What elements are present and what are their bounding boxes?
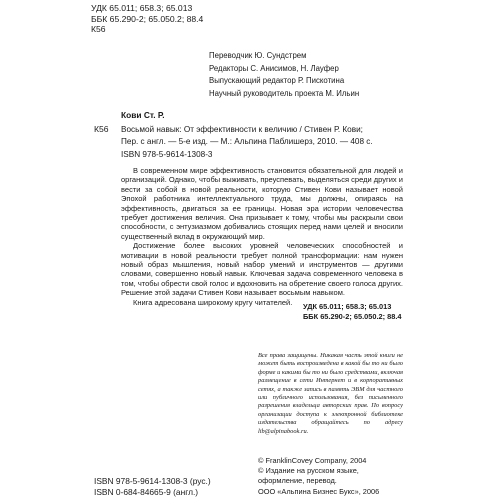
bbk-code: ББК 65.290-2; 65.050.2; 88.4 <box>303 312 402 322</box>
classification-codes-top <box>91 3 203 35</box>
rights-notice <box>258 352 403 436</box>
udc-code: УДК 65.011; 658.3; 65.013 <box>303 302 392 311</box>
editors-line: Редакторы С. Анисимов, Н. Лауфер <box>209 63 339 73</box>
abstract-paragraph: В современном мире эффективность становится обязательной для людей и организаций. Однако, чтобы выживать, преуспевать, выделяться среди других и вести за собой в новой реальности, которую Стивен Кови называет новой Эпохой работника интеллектуального труда, мы должны, опираясь на эффективность, двигаться за ее границы. Новая эра истории человечества требует достижения величия. Она призывает к тому, чтобы мы раскрыли свои способности, с энтузиазмом добивались стоящих перед нами целей и вносили существенный вклад в окружающий мир. <box>121 166 403 241</box>
copyright-line: © FranklinCovey Company, 2004 <box>258 456 367 465</box>
classification-codes-bottom <box>303 302 402 323</box>
managing-editor-line: Выпускающий редактор Р. Пискотина <box>209 76 345 86</box>
project-lead-line: Научный руководитель проекта М. Ильин <box>209 88 360 98</box>
credits-block <box>209 50 359 100</box>
bibliographic-description <box>121 124 373 148</box>
copyright-line: оформление, перевод. <box>258 476 337 486</box>
bibliographic-code: К56 <box>94 124 109 134</box>
bibliographic-author: Кови Ст. Р. <box>121 110 165 120</box>
bibliographic-isbn: ISBN 978-5-9614-1308-3 <box>121 150 213 159</box>
title-line: Восьмой навык: От эффективности к величию / Стивен Р. Кови; <box>121 125 363 134</box>
bbk-code: ББК 65.290-2; 65.050.2; 88.4 <box>91 13 204 24</box>
abstract-paragraph: Достижение более высоких уровней человеческих способностей и мотивации в новой реальности требует полной трансформации: нам нужен новый образ мышления, новый набор умений и инструментов — другими словами, совершенно новый навык. Ключевая задача современного человека в том, чтобы обрести свой голос и вдохновить на обретение своего голоса других. Решение этой задачи Стивен Кови называет восьмым навыком. <box>121 241 403 298</box>
copyright-block <box>258 456 379 497</box>
translator-line: Переводчик Ю. Сундстрем <box>209 51 307 60</box>
udc-code: УДК 65.011; 658.3; 65.013 <box>91 3 193 13</box>
abstract <box>121 166 403 307</box>
copyright-line: © Издание на русском языке, <box>258 466 359 476</box>
publication-line: Пер. с англ. — 5-е изд. — М.: Альпина Паблишерз, 2010. — 408 с. <box>121 137 373 146</box>
rights-text: Все права защищены. Никакая часть этой книги не может быть воспроизведена в какой бы то ни было форме и какими бы то ни было средствами, включая размещение в сети Интернет и в корпоративных сетях, а также запись в память ЭВМ для частного или публичного использования, без письменного разрешения владельца авторских прав. По вопросу организации доступа к электронной библиотеке издательства обращайтесь по адресу lib@alpinabook.ru. <box>258 352 403 435</box>
isbn-english: ISBN 0-684-84665-9 (англ.) <box>94 487 199 497</box>
isbn-list <box>94 476 211 498</box>
abstract-paragraph: Книга адресована широкому кругу читателей. <box>133 297 293 307</box>
isbn-russian: ISBN 978-5-9614-1308-3 (рус.) <box>94 476 211 486</box>
author-mark: К56 <box>91 24 106 35</box>
copyright-line: ООО «Альпина Бизнес Букс», 2006 <box>258 486 380 496</box>
